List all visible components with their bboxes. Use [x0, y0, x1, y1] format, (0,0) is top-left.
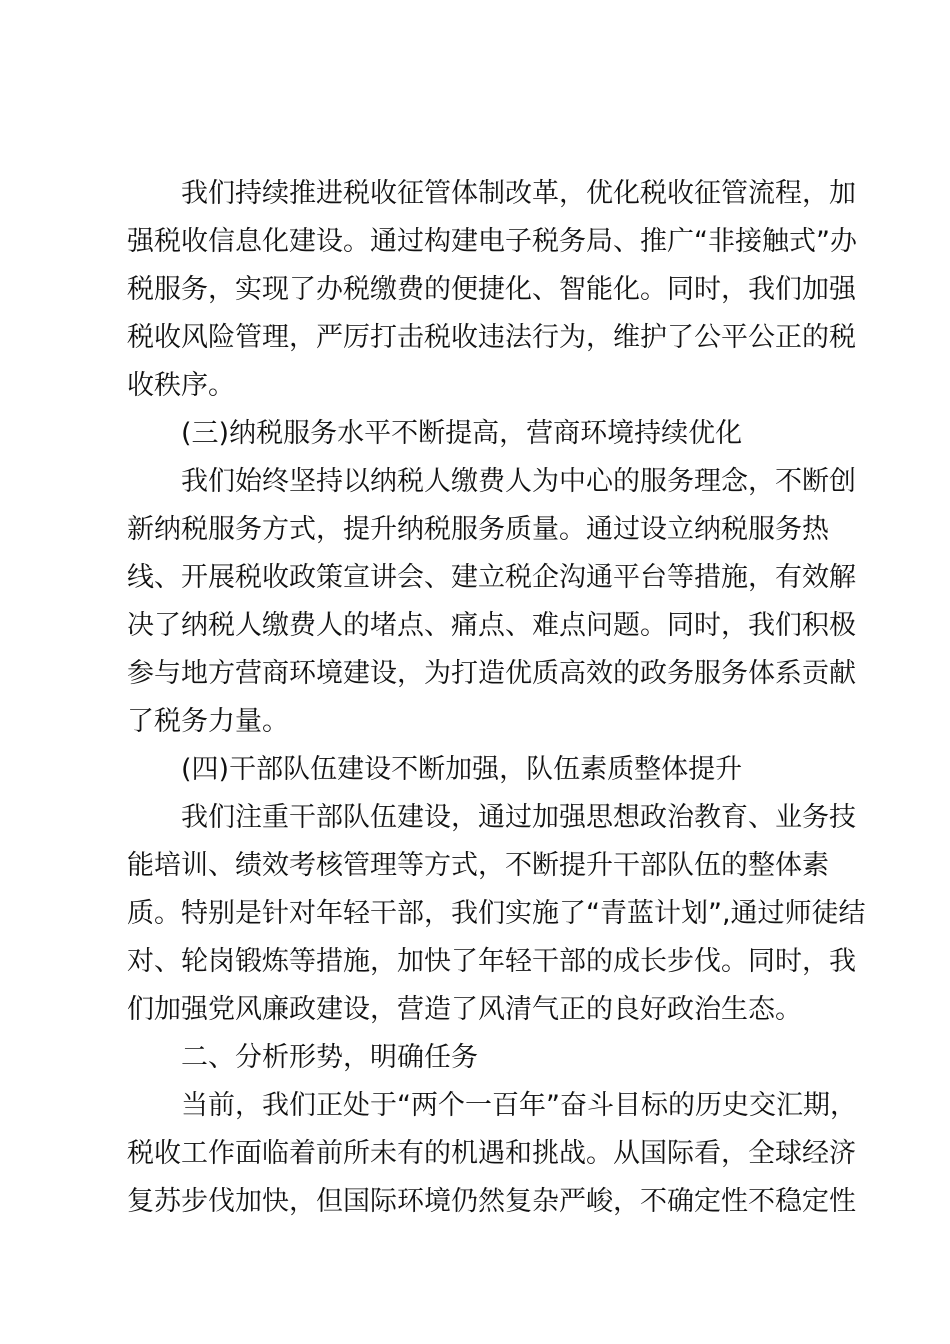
paragraph-line: 我们始终坚持以纳税人缴费人为中心的服务理念，不断创: [181, 466, 856, 497]
paragraph-line: 复苏步伐加快，但国际环境仍然复杂严峻，不确定性不稳定性: [127, 1186, 856, 1217]
paragraph-line: 我们注重干部队伍建设，通过加强思想政治教育、业务技: [181, 802, 856, 833]
paragraph-line: 强税收信息化建设。通过构建电子税务局、推广“非接触式”办: [127, 226, 857, 257]
paragraph-line: 对、轮岗锻炼等措施，加快了年轻干部的成长步伐。同时，我: [127, 946, 856, 977]
paragraph-line: 税收风险管理，严厉打击税收违法行为，维护了公平公正的税: [127, 322, 856, 353]
document-body: [127, 170, 866, 1226]
paragraph-line: 税服务，实现了办税缴费的便捷化、智能化。同时，我们加强: [127, 274, 856, 305]
paragraph-line: 我们持续推进税收征管体制改革，优化税收征管流程，加: [181, 178, 856, 209]
paragraph-line: 质。特别是针对年轻干部，我们实施了“青蓝计划”,通过师徒结: [127, 898, 866, 929]
paragraph-line: 参与地方营商环境建设，为打造优质高效的政务服务体系贡献: [127, 658, 856, 689]
section-heading: 二、分析形势，明确任务: [181, 1042, 478, 1073]
paragraph-line: 税收工作面临着前所未有的机遇和挑战。从国际看，全球经济: [127, 1138, 856, 1169]
paragraph-line: 了税务力量。: [127, 706, 289, 737]
paragraph-line: 当前，我们正处于“两个一百年”奋斗目标的历史交汇期，: [181, 1090, 857, 1121]
paragraph-line: 能培训、绩效考核管理等方式，不断提升干部队伍的整体素: [127, 850, 829, 881]
paragraph-line: 们加强党风廉政建设，营造了风清气正的良好政治生态。: [127, 994, 802, 1025]
paragraph-line: 线、开展税收政策宣讲会、建立税企沟通平台等措施，有效解: [127, 562, 856, 593]
section-heading: (三)纳税服务水平不断提高，营商环境持续优化: [181, 418, 743, 449]
paragraph-line: 新纳税服务方式，提升纳税服务质量。通过设立纳税服务热: [127, 514, 829, 545]
paragraph-line: 收秩序。: [127, 370, 235, 401]
section-heading: (四)干部队伍建设不断加强，队伍素质整体提升: [181, 754, 743, 785]
paragraph-line: 决了纳税人缴费人的堵点、痛点、难点问题。同时，我们积极: [127, 610, 856, 641]
